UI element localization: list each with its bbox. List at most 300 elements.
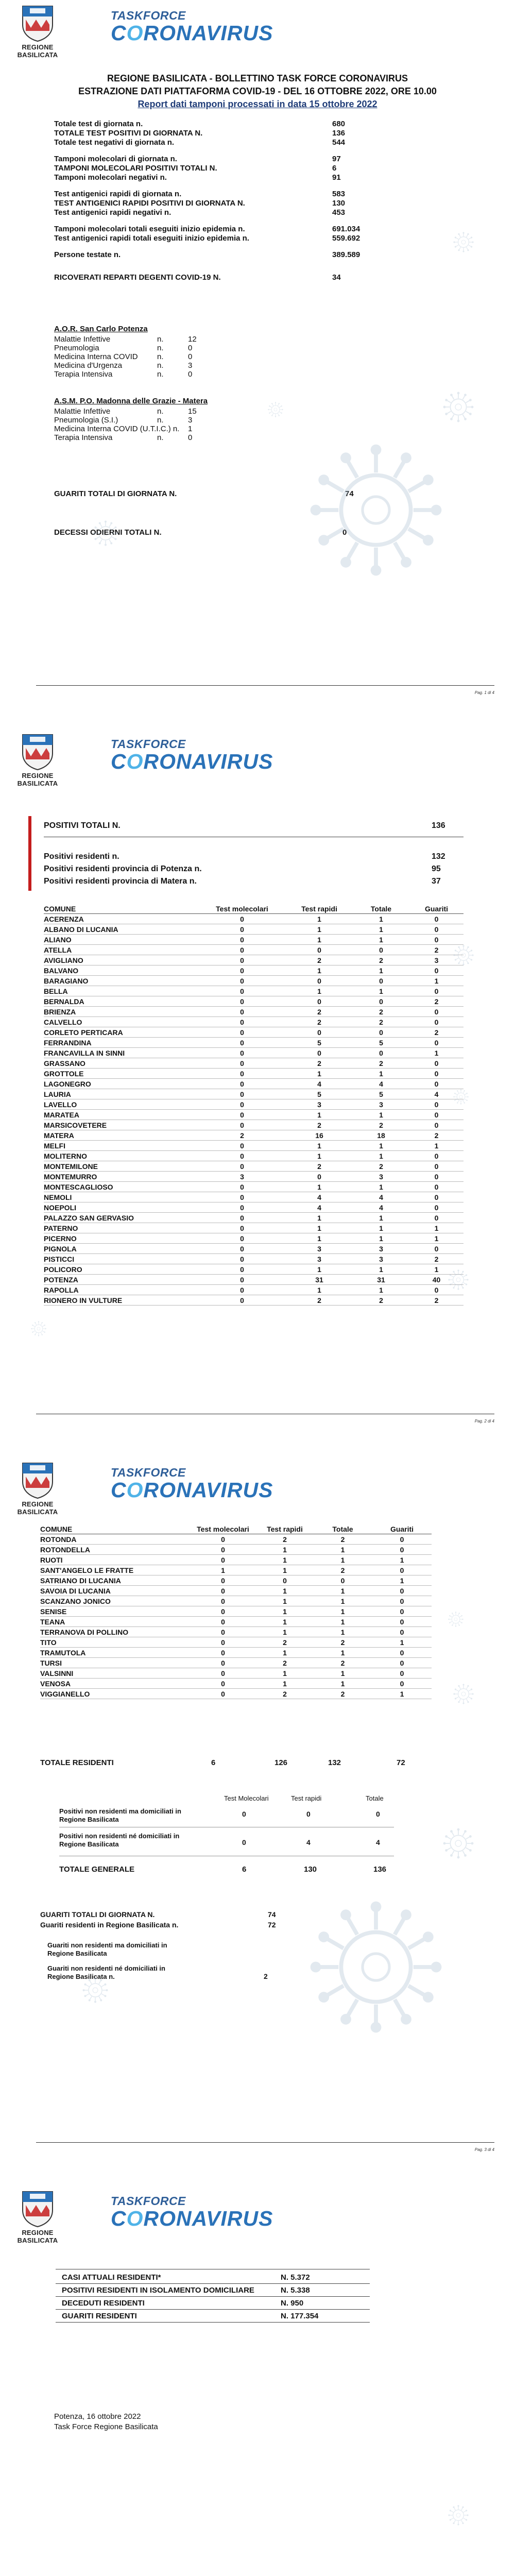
virus-icon xyxy=(309,1900,443,2034)
comune-name: MONTEMILONE xyxy=(44,1161,198,1172)
table-cell: 1 xyxy=(353,1141,409,1151)
table-cell: 2 xyxy=(286,955,353,965)
virus-icon xyxy=(453,945,474,965)
comune-name: NOEPOLI xyxy=(44,1202,198,1213)
virus-icon xyxy=(448,1612,464,1627)
guariti-label: GUARITI TOTALI DI GIORNATA N. xyxy=(54,489,177,498)
table-cell: 2 xyxy=(353,1161,409,1172)
comune-name: ROTONDELLA xyxy=(40,1545,190,1555)
table-cell: 1 xyxy=(313,1627,372,1637)
nr-col-totale: Totale xyxy=(366,1794,384,1802)
table-cell: 0 xyxy=(198,1275,286,1285)
table-cell: 3 xyxy=(353,1254,409,1264)
stat-label: TAMPONI MOLECOLARI POSITIVI TOTALI N. xyxy=(54,164,217,173)
table-row xyxy=(44,1233,464,1244)
table-row xyxy=(44,1244,464,1254)
table-cell: 0 xyxy=(372,1596,432,1606)
table-cell: 1 xyxy=(409,1141,464,1151)
table-cell: 1 xyxy=(313,1648,372,1658)
summary-label: DECEDUTI RESIDENTI xyxy=(62,2299,145,2308)
table-cell: 3 xyxy=(286,1099,353,1110)
table-cell: 1 xyxy=(313,1545,372,1555)
nr-row-2-rapidi: 4 xyxy=(306,1838,311,1846)
comune-name: TEANA xyxy=(40,1617,190,1627)
table-row xyxy=(44,986,464,996)
table-cell: 0 xyxy=(286,1027,353,1038)
table-cell: 0 xyxy=(409,1172,464,1182)
hospital-2-title: A.S.M. P.O. Madonna delle Grazie - Matera xyxy=(54,397,208,405)
stat-value: 97 xyxy=(332,155,341,163)
table-cell: 0 xyxy=(198,986,286,996)
table-cell: 2 xyxy=(286,1161,353,1172)
table-cell: 0 xyxy=(198,1048,286,1058)
table-row xyxy=(40,1606,432,1617)
table-cell: 2 xyxy=(353,1058,409,1069)
summary-value: N. 5.338 xyxy=(281,2286,310,2295)
table-cell: 1 xyxy=(372,1689,432,1699)
comune-name: BALVANO xyxy=(44,965,198,976)
table-cell: 0 xyxy=(409,965,464,976)
virus-icon xyxy=(443,392,474,422)
comune-name: LAURIA xyxy=(44,1089,198,1099)
table-cell: 0 xyxy=(372,1586,432,1596)
table-cell: 5 xyxy=(286,1089,353,1099)
ward-label: Terapia Intensiva xyxy=(54,433,113,442)
table-cell: 0 xyxy=(198,1069,286,1079)
table-cell: 2 xyxy=(353,1120,409,1130)
table-row xyxy=(44,1130,464,1141)
stat-value: 544 xyxy=(332,138,346,147)
table-cell: 0 xyxy=(409,935,464,945)
table-row xyxy=(44,1151,464,1161)
bulletin-title: REGIONE BASILICATA - BOLLETTINO TASK FORCE CORONAVIRUS xyxy=(107,73,408,83)
table-cell: 0 xyxy=(198,1110,286,1120)
table-cell: 0 xyxy=(198,1099,286,1110)
comune-name: FERRANDINA xyxy=(44,1038,198,1048)
table-cell: 4 xyxy=(353,1202,409,1213)
table-cell: 0 xyxy=(198,1254,286,1264)
table-row xyxy=(44,1089,464,1099)
table-cell: 5 xyxy=(353,1038,409,1048)
comune-name: ALIANO xyxy=(44,935,198,945)
table-row xyxy=(40,1689,432,1699)
comune-name: RAPOLLA xyxy=(44,1285,198,1295)
page-3 xyxy=(0,1457,515,2185)
table-cell: 0 xyxy=(372,1617,432,1627)
comune-name: TRAMUTOLA xyxy=(40,1648,190,1658)
table-cell: 3 xyxy=(286,1244,353,1254)
table-row xyxy=(40,1668,432,1679)
table-row xyxy=(40,1627,432,1637)
table-cell: 0 xyxy=(409,1058,464,1069)
table-cell: 1 xyxy=(286,1264,353,1275)
rule xyxy=(56,2322,370,2323)
comune-name: LAGONEGRO xyxy=(44,1079,198,1089)
taskforce-label: TASKFORCE xyxy=(111,9,186,22)
table-cell: 0 xyxy=(198,1079,286,1089)
comune-name: RIONERO IN VULTURE xyxy=(44,1295,198,1306)
guariti-residenti-label: Guariti residenti in Regione Basilicata n. xyxy=(40,1921,179,1929)
column-header: COMUNE xyxy=(40,1524,190,1534)
table-cell: 2 xyxy=(313,1689,372,1699)
table-row xyxy=(44,935,464,945)
table-cell: 1 xyxy=(313,1606,372,1617)
table-row xyxy=(44,965,464,976)
stat-label: RICOVERATI REPARTI DEGENTI COVID-19 N. xyxy=(54,273,221,282)
stat-label: Tamponi molecolari di giornata n. xyxy=(54,155,177,163)
table-cell: 0 xyxy=(353,996,409,1007)
guariti-nr2-label: Guariti non residenti né domiciliati in Regione Basilicata n. xyxy=(47,1964,165,1980)
table-cell: 0 xyxy=(353,976,409,986)
table-cell: 1 xyxy=(256,1668,313,1679)
page-number: Pag. 2 di 4 xyxy=(474,1419,494,1423)
ward-n: n. xyxy=(157,361,164,370)
comune-name: BARAGIANO xyxy=(44,976,198,986)
table-cell: 0 xyxy=(198,1027,286,1038)
table-cell: 0 xyxy=(198,1182,286,1192)
table-cell: 0 xyxy=(198,1264,286,1275)
table-cell: 1 xyxy=(409,1233,464,1244)
table-cell: 1 xyxy=(353,935,409,945)
comune-name: SCANZANO JONICO xyxy=(40,1596,190,1606)
table-cell: 0 xyxy=(190,1689,256,1699)
table-cell: 3 xyxy=(409,955,464,965)
virus-icon xyxy=(82,1977,108,2003)
table-cell: 2 xyxy=(286,1017,353,1027)
table-cell: 1 xyxy=(286,935,353,945)
stat-label: Test antigenici rapidi di giornata n. xyxy=(54,190,182,198)
ward-value: 0 xyxy=(188,433,193,442)
table-cell: 1 xyxy=(353,965,409,976)
table-row xyxy=(44,1007,464,1017)
table-cell: 0 xyxy=(372,1648,432,1658)
taskforce-logo xyxy=(111,2195,273,2230)
table-row xyxy=(40,1658,432,1668)
table-cell: 2 xyxy=(198,1130,286,1141)
comune-name: CALVELLO xyxy=(44,1017,198,1027)
virus-icon xyxy=(443,1828,474,1859)
table-cell: 2 xyxy=(313,1658,372,1668)
table-row xyxy=(40,1565,432,1575)
ward-label: Malattie Infettive xyxy=(54,335,111,344)
table-row xyxy=(44,1110,464,1120)
ward-n: n. xyxy=(157,352,164,361)
page-number: Pag. 3 di 4 xyxy=(474,2147,494,2152)
page-number: Pag. 1 di 4 xyxy=(474,690,494,695)
table-cell: 1 xyxy=(372,1575,432,1586)
nr-row-1-label: Positivi non residenti ma domiciliati in Regione Basilicata xyxy=(59,1807,181,1823)
summary-value: N. 5.372 xyxy=(281,2273,310,2282)
table-cell: 1 xyxy=(313,1555,372,1565)
regione-logo xyxy=(9,733,66,787)
positivi-totali-value: 136 xyxy=(432,821,445,830)
table-cell: 2 xyxy=(353,955,409,965)
table-cell: 0 xyxy=(372,1606,432,1617)
ward-n: n. xyxy=(157,407,164,416)
table-cell: 0 xyxy=(190,1596,256,1606)
summary-value: N. 177.354 xyxy=(281,2312,319,2320)
table-cell: 0 xyxy=(190,1555,256,1565)
rule xyxy=(56,2283,370,2284)
comune-name: SANT'ANGELO LE FRATTE xyxy=(40,1565,190,1575)
table-cell: 1 xyxy=(286,1213,353,1223)
comune-name: ATELLA xyxy=(44,945,198,955)
regione-logo xyxy=(9,2190,66,2244)
ward-label: Pneumologia xyxy=(54,344,99,352)
table-cell: 2 xyxy=(286,1295,353,1306)
table-cell: 5 xyxy=(353,1089,409,1099)
column-header: Test rapidi xyxy=(286,904,353,914)
column-header: Test molecolari xyxy=(198,904,286,914)
table-cell: 0 xyxy=(409,1110,464,1120)
nr-row-1-rapidi: 0 xyxy=(306,1810,311,1818)
ward-value: 0 xyxy=(188,370,193,379)
table-cell: 0 xyxy=(198,1161,286,1172)
stat-label: Persone testate n. xyxy=(54,250,121,259)
table-cell: 1 xyxy=(313,1586,372,1596)
comune-name: MELFI xyxy=(44,1141,198,1151)
comune-name: MONTEMURRO xyxy=(44,1172,198,1182)
table-cell: 0 xyxy=(286,976,353,986)
table-row xyxy=(40,1596,432,1606)
table-row xyxy=(40,1555,432,1565)
column-header: Guariti xyxy=(409,904,464,914)
comune-name: BELLA xyxy=(44,986,198,996)
table-cell: 1 xyxy=(353,1223,409,1233)
table-cell: 1 xyxy=(353,1151,409,1161)
comuni-table xyxy=(44,904,464,1306)
regione-crest-icon xyxy=(20,1461,56,1499)
comune-name: SENISE xyxy=(40,1606,190,1617)
table-row xyxy=(44,1275,464,1285)
table-cell: 2 xyxy=(409,1295,464,1306)
table-cell: 0 xyxy=(409,986,464,996)
comune-name: TERRANOVA DI POLLINO xyxy=(40,1627,190,1637)
comune-name: MATERA xyxy=(44,1130,198,1141)
page-2 xyxy=(0,728,515,1457)
table-row xyxy=(44,1202,464,1213)
table-cell: 2 xyxy=(409,1254,464,1264)
table-cell: 31 xyxy=(353,1275,409,1285)
decessi-value: 0 xyxy=(342,528,347,537)
table-cell: 3 xyxy=(198,1172,286,1182)
table-cell: 1 xyxy=(409,1223,464,1233)
table-cell: 1 xyxy=(353,986,409,996)
table-cell: 1 xyxy=(409,1048,464,1058)
table-cell: 0 xyxy=(198,1233,286,1244)
table-cell: 0 xyxy=(190,1627,256,1637)
table-cell: 0 xyxy=(353,1027,409,1038)
stat-value: 6 xyxy=(332,164,337,173)
table-cell: 2 xyxy=(313,1637,372,1648)
table-cell: 3 xyxy=(353,1244,409,1254)
hospital-1-title: A.O.R. San Carlo Potenza xyxy=(54,325,148,333)
table-cell: 1 xyxy=(256,1606,313,1617)
comune-name: AVIGLIANO xyxy=(44,955,198,965)
table-cell: 0 xyxy=(190,1534,256,1545)
table-cell: 0 xyxy=(409,1213,464,1223)
table-cell: 40 xyxy=(409,1275,464,1285)
totale-residenti-rapidi: 126 xyxy=(274,1758,288,1767)
table-cell: 0 xyxy=(409,1038,464,1048)
stat-value: 130 xyxy=(332,199,346,208)
positivi-potenza-label: Positivi residenti provincia di Potenza n. xyxy=(44,865,202,873)
comune-name: TITO xyxy=(40,1637,190,1648)
table-cell: 2 xyxy=(409,945,464,955)
virus-icon xyxy=(453,1089,469,1105)
table-cell: 2 xyxy=(353,1295,409,1306)
table-row xyxy=(44,914,464,924)
table-cell: 1 xyxy=(256,1596,313,1606)
table-cell: 3 xyxy=(353,1099,409,1110)
table-row xyxy=(44,1141,464,1151)
table-cell: 3 xyxy=(286,1254,353,1264)
comune-name: POLICORO xyxy=(44,1264,198,1275)
table-cell: 4 xyxy=(286,1079,353,1089)
table-row xyxy=(44,996,464,1007)
ward-value: 3 xyxy=(188,361,193,370)
ward-label: Medicina d'Urgenza xyxy=(54,361,123,370)
place-date: Potenza, 16 ottobre 2022 xyxy=(54,2412,141,2421)
page-4 xyxy=(0,2185,515,2576)
regione-logo xyxy=(9,4,66,59)
table-cell: 1 xyxy=(256,1555,313,1565)
table-row xyxy=(44,1182,464,1192)
table-cell: 2 xyxy=(256,1689,313,1699)
region-label: REGIONE BASILICATA xyxy=(17,772,58,787)
column-header: Guariti xyxy=(372,1524,432,1534)
table-cell: 0 xyxy=(198,1038,286,1048)
positivi-matera-value: 37 xyxy=(432,877,441,886)
ward-value: 1 xyxy=(188,425,193,433)
summary-label: GUARITI RESIDENTI xyxy=(62,2312,137,2320)
totale-generale-label: TOTALE GENERALE xyxy=(59,1865,135,1874)
table-cell: 2 xyxy=(353,1007,409,1017)
table-row xyxy=(44,1079,464,1089)
table-row xyxy=(44,1264,464,1275)
rule xyxy=(56,2309,370,2310)
table-cell: 1 xyxy=(313,1679,372,1689)
table-cell: 0 xyxy=(256,1575,313,1586)
column-header: Totale xyxy=(313,1524,372,1534)
comune-name: BRIENZA xyxy=(44,1007,198,1017)
table-cell: 2 xyxy=(409,1027,464,1038)
comune-name: PIGNOLA xyxy=(44,1244,198,1254)
table-cell: 2 xyxy=(286,1120,353,1130)
nr-col-mol: Test Molecolari xyxy=(224,1794,269,1802)
totale-residenti-totale: 132 xyxy=(328,1758,341,1767)
table-cell: 0 xyxy=(198,996,286,1007)
comune-name: TURSI xyxy=(40,1658,190,1668)
nr-col-rapidi: Test rapidi xyxy=(291,1794,322,1802)
ward-label: Medicina Interna COVID xyxy=(54,352,138,361)
taskforce-logo xyxy=(111,9,273,44)
table-cell: 0 xyxy=(198,1223,286,1233)
ward-value: 3 xyxy=(188,416,193,425)
table-cell: 1 xyxy=(286,914,353,924)
table-cell: 0 xyxy=(190,1586,256,1596)
table-row xyxy=(44,1099,464,1110)
table-row xyxy=(44,1058,464,1069)
table-cell: 0 xyxy=(198,955,286,965)
taskforce-logo xyxy=(111,738,273,773)
stat-value: 453 xyxy=(332,208,346,217)
table-cell: 2 xyxy=(286,1007,353,1017)
table-row xyxy=(44,1213,464,1223)
table-cell: 0 xyxy=(409,1161,464,1172)
totale-generale-totale: 136 xyxy=(373,1865,387,1874)
table-row xyxy=(44,924,464,935)
comune-name: MARATEA xyxy=(44,1110,198,1120)
ward-label: Terapia Intensiva xyxy=(54,370,113,379)
positivi-residenti-label: Positivi residenti n. xyxy=(44,852,119,861)
column-header: Test rapidi xyxy=(256,1524,313,1534)
stat-value: 680 xyxy=(332,120,346,128)
table-cell: 0 xyxy=(198,1151,286,1161)
virus-icon xyxy=(93,520,118,546)
table-cell: 1 xyxy=(353,1285,409,1295)
table-cell: 1 xyxy=(353,914,409,924)
comune-name: RUOTI xyxy=(40,1555,190,1565)
comune-name: SAVOIA DI LUCANIA xyxy=(40,1586,190,1596)
table-cell: 0 xyxy=(409,1120,464,1130)
table-cell: 1 xyxy=(353,1264,409,1275)
ward-label: Pneumologia (S.I.) xyxy=(54,416,118,425)
nr-row-1-totale: 0 xyxy=(376,1810,380,1818)
table-cell: 0 xyxy=(409,1244,464,1254)
table-cell: 31 xyxy=(286,1275,353,1285)
column-header: COMUNE xyxy=(44,904,198,914)
table-cell: 1 xyxy=(372,1555,432,1565)
table-cell: 0 xyxy=(286,1048,353,1058)
stat-label: TOTALE TEST POSITIVI DI GIORNATA N. xyxy=(54,129,203,138)
column-header: Test molecolari xyxy=(190,1524,256,1534)
ward-label: Malattie Infettive xyxy=(54,407,111,416)
virus-icon xyxy=(453,232,474,252)
table-cell: 0 xyxy=(409,1099,464,1110)
table-cell: 1 xyxy=(313,1668,372,1679)
table-cell: 0 xyxy=(409,1079,464,1089)
stat-value: 34 xyxy=(332,273,341,282)
positivi-potenza-value: 95 xyxy=(432,865,441,873)
comune-name: VENOSA xyxy=(40,1679,190,1689)
comune-name: ROTONDA xyxy=(40,1534,190,1545)
comune-name: GRASSANO xyxy=(44,1058,198,1069)
coronavirus-label: CORONAVIRUS xyxy=(111,21,273,45)
table-cell: 1 xyxy=(286,1110,353,1120)
ward-label: Medicina Interna COVID (U.T.I.C.) n. xyxy=(54,425,180,433)
table-row xyxy=(40,1617,432,1627)
table-cell: 2 xyxy=(409,996,464,1007)
table-row xyxy=(40,1545,432,1555)
table-cell: 1 xyxy=(313,1617,372,1627)
table-cell: 0 xyxy=(409,1285,464,1295)
table-row xyxy=(44,1069,464,1079)
table-cell: 1 xyxy=(409,976,464,986)
virus-icon xyxy=(453,1684,474,1704)
table-cell: 0 xyxy=(198,914,286,924)
table-cell: 0 xyxy=(190,1575,256,1586)
table-cell: 0 xyxy=(372,1668,432,1679)
stat-label: Totale test negativi di giornata n. xyxy=(54,138,175,147)
table-cell: 1 xyxy=(286,1069,353,1079)
table-cell: 2 xyxy=(313,1565,372,1575)
table-cell: 2 xyxy=(256,1534,313,1545)
comune-name: SATRIANO DI LUCANIA xyxy=(40,1575,190,1586)
table-header-row xyxy=(40,1524,432,1534)
table-cell: 0 xyxy=(353,945,409,955)
nr-row-1-mol: 0 xyxy=(242,1810,246,1818)
